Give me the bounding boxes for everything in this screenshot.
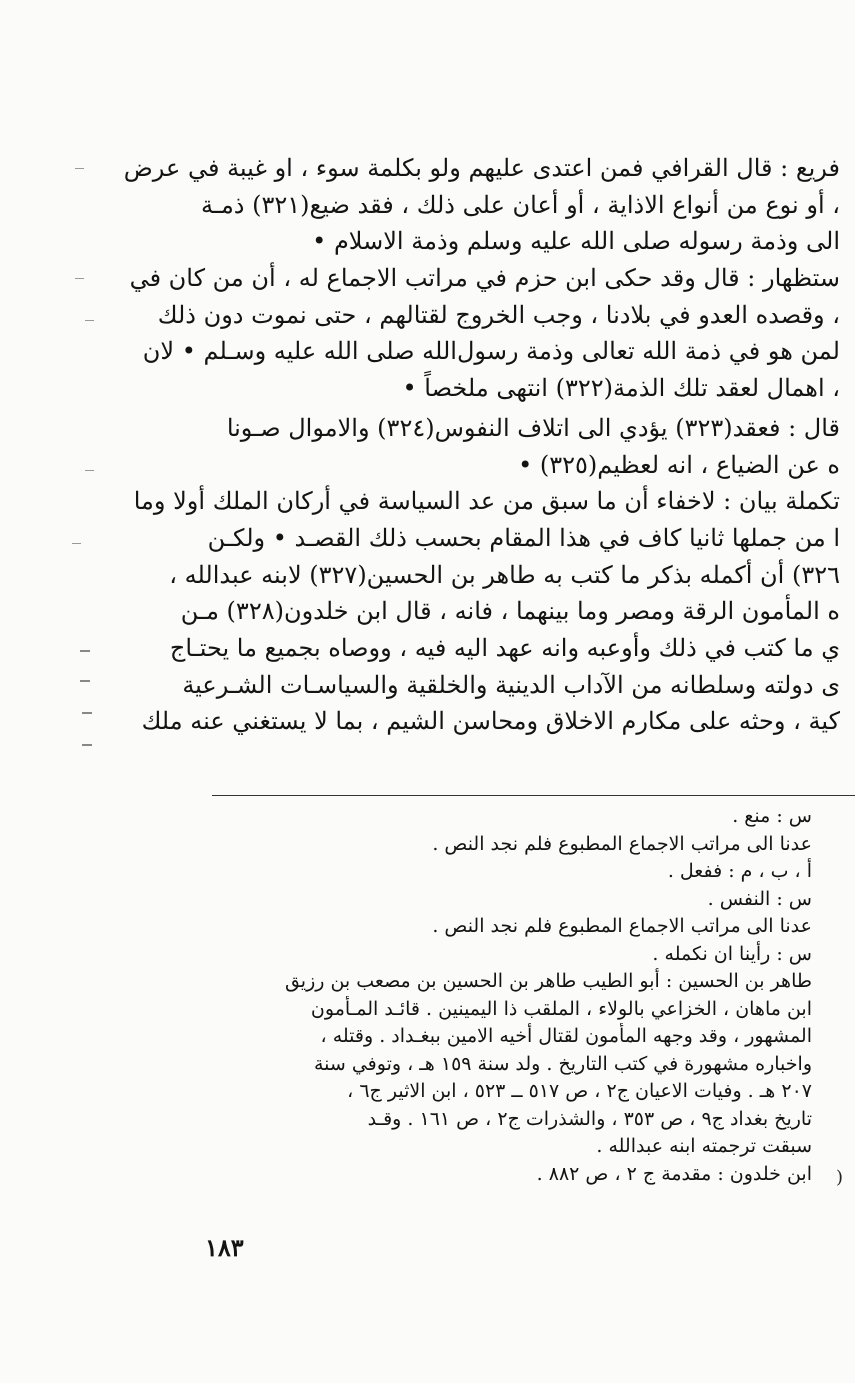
body-line: كية ، وحثه على مكارم الاخلاق ومحاسن الشيم ، بما لا يستغني عنه ملك [141, 707, 840, 736]
body-line: ا من جملها ثانيا كاف في هذا المقام بحسب ذلك القصـد • ولكـن [207, 523, 840, 552]
body-line: لمن هو في ذمة الله تعالى وذمة رسول‌الله صلى الله عليه وسـلم • لان [142, 337, 840, 366]
footnote-line: طاهر بن الحسين : أبو الطيب طاهر بن الحسين بن مصعب بن رزيق [284, 970, 812, 992]
page-number: ١٨٣ [205, 1233, 244, 1262]
footnote-line: عدنا الى مراتب الاجماع المطبوع فلم نجد النص . [432, 915, 812, 937]
footnote-line: ابن خلدون : مقدمة ج ٢ ، ص ٨٨٢ . [536, 1162, 812, 1185]
footnote-line: ابن ماهان ، الخزاعي بالولاء ، الملقب ذا اليمينين . قائـد المـأمون [310, 997, 812, 1020]
body-line: تكملة بيان : لاخفاء أن ما سبق من عد السياسة في أركان الملك أولا وما [133, 487, 840, 516]
body-line: ى دولته وسلطانه من الآداب الدينية والخلقية والسياسـات الشـرعية [182, 670, 840, 699]
body-line: ه المأمون الرقة ومصر وما بينهما ، فانه ، قال ابن خلدون(٣٢٨) مـن [180, 597, 840, 626]
footnote-line: عدنا الى مراتب الاجماع المطبوع فلم نجد النص . [432, 832, 812, 855]
body-line: ه عن الضياع ، انه لعظيم(٣٢٥) • [518, 450, 840, 479]
body-text [0, 150, 840, 740]
body-line: ي ما كتب في ذلك وأوعبه وانه عهد اليه فيه ، ووصاه بجميع ما يحتـاج [169, 633, 840, 662]
footnote-edge-mark: ) [836, 1167, 844, 1188]
body-line: ، اهمال لعقد تلك الذمة(٣٢٢) انتهى ملخصاً • [402, 374, 840, 403]
footnote-line: واخباره مشهورة في كتب التاريخ . ولد سنة ١٥٩ هـ ، وتوفي سنة [313, 1052, 812, 1075]
body-line: ٣٢٦) أن أكمله بذكر ما كتب به طاهر بن الحسين(٣٢٧) لابنه عبدالله ، [169, 560, 840, 589]
body-line: ستظهار : قال وقد حكى ابن حزم في مراتب الاجماع له ، أن من كان في [129, 264, 840, 293]
footnote-line: س : منع . [732, 805, 812, 827]
body-line: ، أو نوع من أنواع الاذاية ، أو أعان على ذلك ، فقد ضيع(٣٢١) ذمـة [201, 190, 840, 219]
footnote-line: سبقت ترجمته ابنه عبدالله . [596, 1135, 812, 1157]
footnote-line: س : النفس . [707, 887, 812, 910]
footnote-line: ٢٠٧ هـ . وفيات الاعيان ج٢ ، ص ٥١٧ ــ ٥٢٣ ، ابن الاثير ج٦ ، [347, 1080, 812, 1102]
footnote-line: س : رأينا ان نكمله . [652, 942, 812, 965]
body-line: قال : فعقد(٣٢٣) يؤدي الى اتلاف النفوس(٣٢٤) والاموال صـونا [226, 413, 840, 442]
footnote-line: أ ، ب ، م : ففعل . [667, 860, 812, 882]
footnotes [0, 803, 812, 1188]
margin-mark [82, 744, 92, 746]
footnote-separator [212, 795, 855, 796]
footnote-line: تاريخ بغداد ج٩ ، ص ٣٥٣ ، والشذرات ج٢ ، ص ١٦١ . وقـد [367, 1107, 812, 1130]
footnote-line: المشهور ، وقد وجهه المأمون لقتال أخيه الامين ببغـداد . وقتله ، [320, 1025, 812, 1047]
body-line: ، وقصده العدو في بلادنا ، وجب الخروج لقتالهم ، حتى نموت دون ذلك [157, 300, 840, 329]
body-line: فريع : قال القرافي فمن اعتدى عليهم ولو بكلمة سوء ، او غيبة في عرض [123, 154, 840, 182]
body-line: الى وذمة رسوله صلى الله عليه وسلم وذمة الاسلام • [312, 227, 840, 256]
